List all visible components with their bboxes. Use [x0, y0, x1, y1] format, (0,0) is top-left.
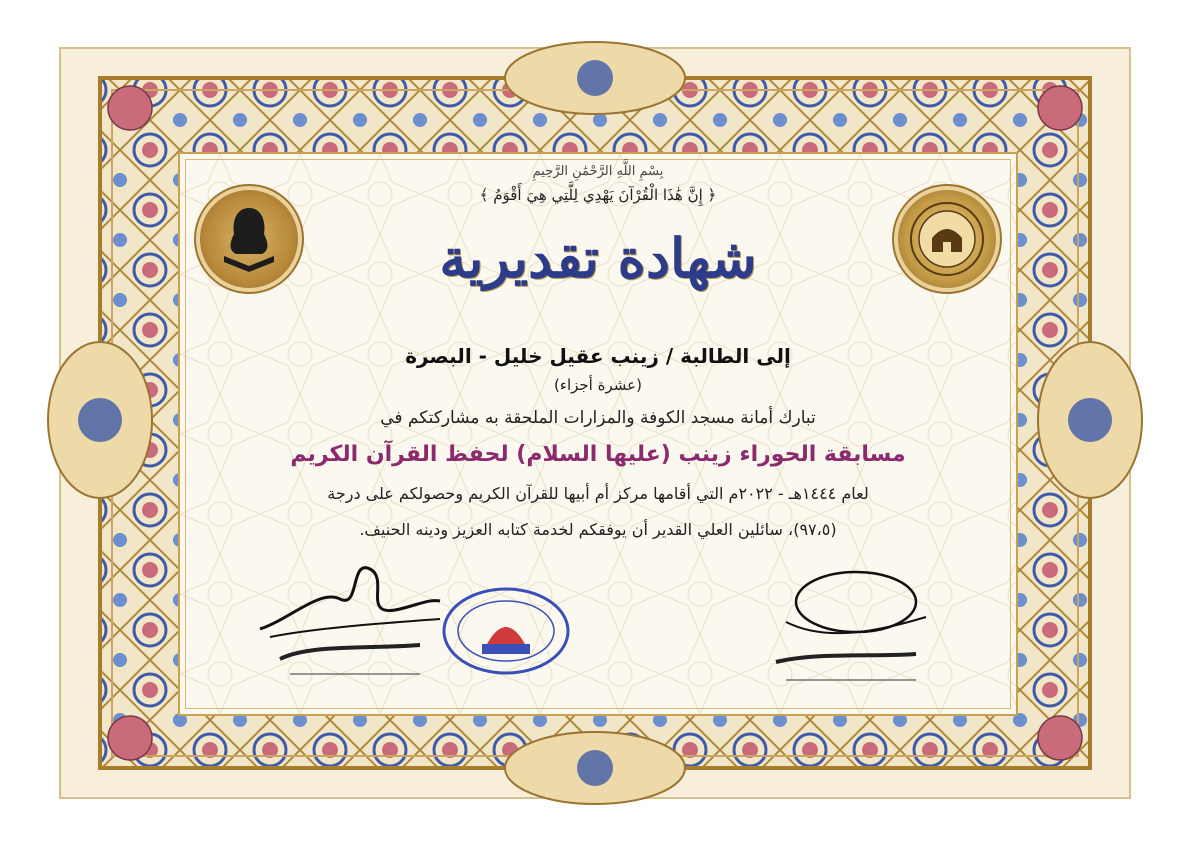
certificate-title: شهادة تقديرية: [439, 226, 757, 290]
congrats-line: تبارك أمانة مسجد الكوفة والمزارات الملحقة به مشاركتكم في: [380, 408, 816, 428]
competition-name: مسابقة الحوراء زينب (عليها السلام) لحفظ القرآن الكريم: [290, 442, 906, 467]
parts-count: (عشرة أجزاء): [554, 376, 642, 394]
signature-right: [736, 562, 936, 692]
dome-stamp: [442, 586, 570, 676]
certificate-body: [178, 152, 1018, 716]
quran-verse: ﴿ إِنَّ هَٰذَا الْقُرْآنَ يَهْدِي لِلَّتِي هِيَ أَقْوَمُ ﴾: [479, 186, 717, 204]
score-line: (٩٧،٥)، سائلين العلي القدير أن يوفقكم لخدمة كتابه العزيز ودينه الحنيف.: [359, 520, 837, 539]
year-organizer-line: لعام ١٤٤٤هـ - ٢٠٢٢م التي أقامها مركز أم أبيها للقرآن الكريم وحصولكم على درجة: [327, 484, 869, 503]
basmala: بِسْمِ اللَّهِ الرَّحْمَٰنِ الرَّحِيمِ: [532, 164, 664, 179]
recipient-line: إلى الطالبة / زينب عقيل خليل - البصرة: [405, 344, 791, 368]
signature-left: [250, 549, 450, 684]
